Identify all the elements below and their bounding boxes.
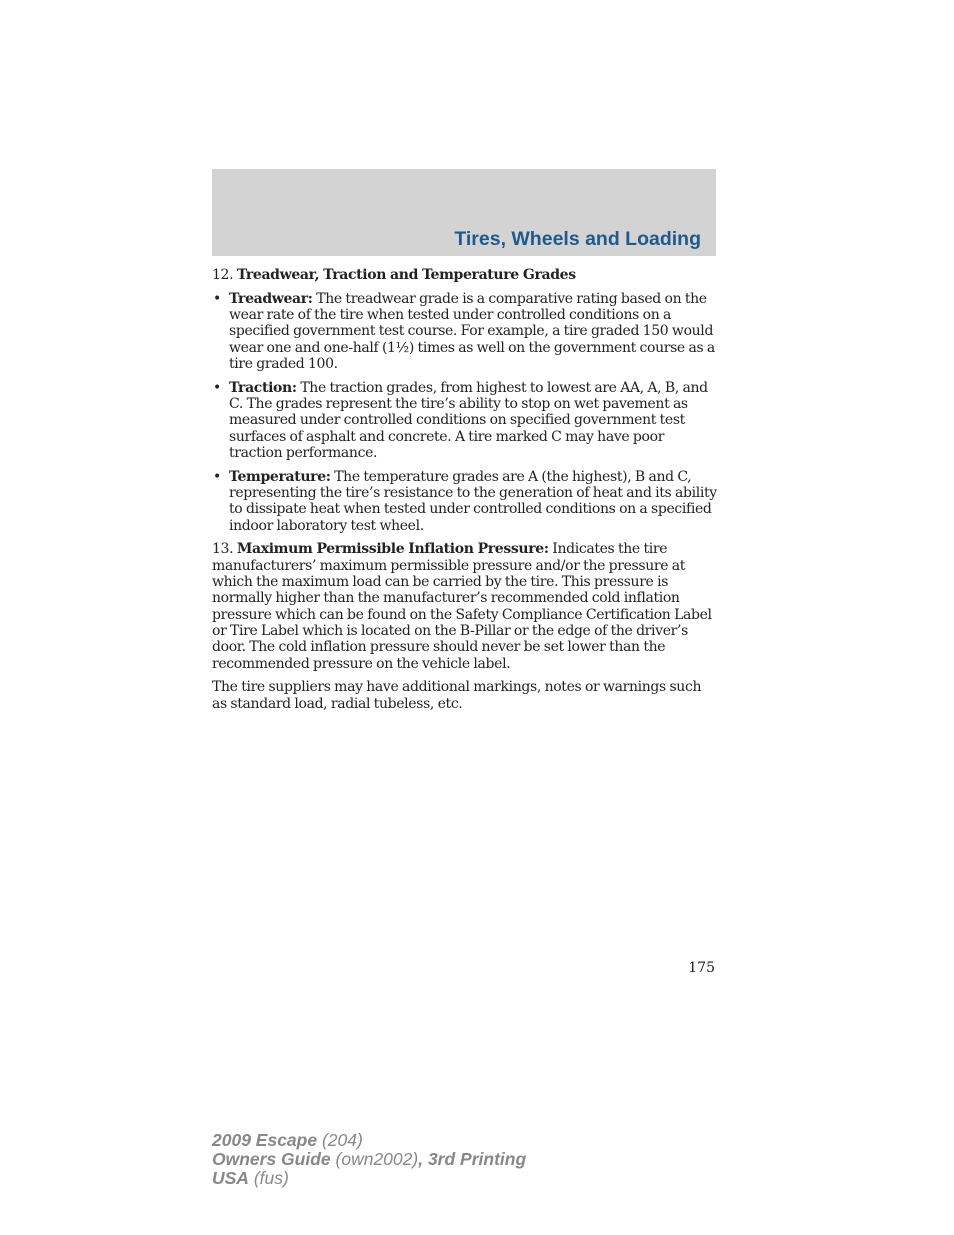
item-13-term: Maximum Permissible Inflation Pressure: bbox=[236, 541, 549, 558]
document-footer bbox=[212, 1131, 526, 1188]
item-12-heading bbox=[212, 267, 718, 283]
bullet-icon: • bbox=[213, 468, 221, 485]
footer-guide: Owners Guide bbox=[212, 1149, 331, 1169]
bullet-term: Treadwear: bbox=[229, 290, 313, 307]
section-title: Tires, Wheels and Loading bbox=[454, 228, 701, 250]
bullet-treadwear bbox=[212, 291, 718, 372]
footer-line-model bbox=[212, 1131, 526, 1150]
bullet-term: Traction: bbox=[229, 379, 297, 396]
bullet-temperature bbox=[212, 469, 718, 534]
bullet-text: The temperature grades are A (the highest), B and C, representing the tire’s resistance to the generation of heat and its ability to dissipate heat when tested under controlled conditions on a specified indoor laboratory test wheel. bbox=[229, 468, 717, 534]
grades-bullet-list bbox=[212, 291, 718, 534]
bullet-traction bbox=[212, 380, 718, 461]
bullet-icon: • bbox=[213, 290, 221, 307]
item-13-number: 13. bbox=[212, 541, 234, 558]
footer-guide-code: (own2002) bbox=[335, 1149, 419, 1169]
footer-market-code: (fus) bbox=[253, 1168, 289, 1188]
footer-market: USA bbox=[212, 1168, 249, 1188]
footer-line-guide bbox=[212, 1150, 526, 1169]
item-13-text: Indicates the tire manufacturers’ maximum permissible pressure and/or the pressure at which the maximum load can be carried by the tire. This pressure is normally higher than the manufacturer’s recommended cold inflation pressure which can be found on the Safety Compliance Certification Label or Tire Label which is located on the B-Pillar or the edge of the driver’s door. The cold inflation pressure should never be set lower than the recommended pressure on the vehicle label. bbox=[212, 541, 712, 672]
item-12-number: 12. bbox=[212, 267, 234, 283]
footer-model-code: (204) bbox=[321, 1130, 363, 1150]
footer-line-market bbox=[212, 1169, 526, 1188]
item-13-paragraph bbox=[212, 541, 718, 671]
closing-paragraph: The tire suppliers may have additional markings, notes or warnings such as standard load, radial tubeless, etc. bbox=[212, 679, 702, 712]
bullet-icon: • bbox=[213, 379, 221, 396]
page-content bbox=[212, 267, 718, 719]
bullet-term: Temperature: bbox=[229, 468, 331, 485]
item-12-title: Treadwear, Traction and Temperature Grades bbox=[236, 267, 576, 283]
page-number: 175 bbox=[688, 960, 715, 976]
section-header-band bbox=[212, 169, 716, 256]
footer-model: 2009 Escape bbox=[212, 1130, 318, 1150]
footer-printing: , 3rd Printing bbox=[418, 1149, 527, 1169]
bullet-text: The treadwear grade is a comparative rating based on the wear rate of the tire when tested under controlled conditions on a specified government test course. For example, a tire graded 150 would wear one and one-half (1½) times as well on the government course as a tire graded 100. bbox=[229, 290, 715, 372]
bullet-text: The traction grades, from highest to lowest are AA, A, B, and C. The grades represent the tire’s ability to stop on wet pavement as measured under controlled conditions on specified government test surfaces of asphalt and concrete. A tire marked C may have poor traction performance. bbox=[229, 379, 708, 461]
